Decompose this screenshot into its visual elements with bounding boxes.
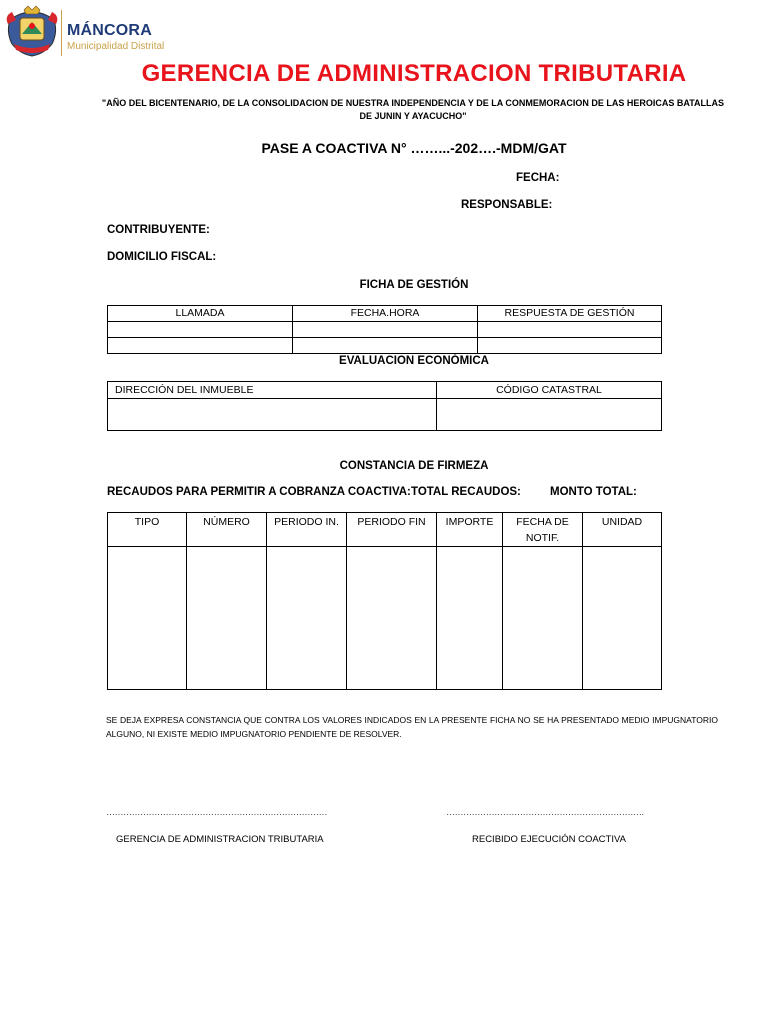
column-header-importe: IMPORTE [437,513,503,547]
signature-label-recibido: RECIBIDO EJECUCIÓN COACTIVA [472,834,626,845]
table-cell [478,338,662,354]
evaluacion-economica-table [107,381,662,431]
brand-subtitle: Municipalidad Distrital [67,41,165,52]
table-cell [108,547,187,690]
table-cell [108,322,293,338]
column-header-llamada: LLAMADA [108,306,293,322]
column-header-codigo-catastral: CÓDIGO CATASTRAL [437,382,662,399]
column-header-periodo-fin: PERIODO FIN [347,513,437,547]
domicilio-fiscal-label: DOMICILIO FISCAL: [107,251,217,263]
valores-table [107,512,662,690]
table-cell [583,547,662,690]
monto-total-label: MONTO TOTAL: [550,486,637,498]
ficha-gestion-table [107,305,662,354]
table-cell [293,338,478,354]
table-row [108,322,662,338]
table-cell [267,547,347,690]
municipal-coat-of-arms-icon [4,4,60,58]
responsable-label: RESPONSABLE: [461,199,553,211]
column-header-direccion: DIRECCIÓN DEL INMUEBLE [108,382,437,399]
column-header-fecha-hora: FECHA.HORA [293,306,478,322]
pase-coactiva-title: PASE A COACTIVA N° ……...-202….-MDM/GAT [261,140,567,156]
table-cell [437,399,662,431]
table-cell [108,399,437,431]
evaluacion-economica-title: EVALUACION ECONÓMICA [339,355,489,367]
fecha-label: FECHA: [516,172,560,184]
page-title: GERENCIA DE ADMINISTRACION TRIBUTARIA [141,60,687,87]
brand-name: MÁNCORA [67,22,152,39]
column-header-periodo-in: PERIODO IN. [267,513,347,547]
ficha-gestion-title: FICHA DE GESTIÓN [359,279,469,291]
constancia-firmeza-title: CONSTANCIA DE FIRMEZA [339,460,489,472]
column-header-tipo: TIPO [108,513,187,547]
signature-line-right: ……………………………………………………………. [446,807,644,817]
column-header-unidad: UNIDAD [583,513,662,547]
table-row [108,338,662,354]
contribuyente-label: CONTRIBUYENTE: [107,224,210,236]
column-header-numero: NÚMERO [187,513,267,547]
table-cell [503,547,583,690]
table-cell [187,547,267,690]
column-header-respuesta: RESPUESTA DE GESTIÓN [478,306,662,322]
total-recaudos-label: TOTAL RECAUDOS: [411,486,521,498]
year-slogan: "AÑO DEL BICENTENARIO, DE LA CONSOLIDACION DE NUESTRA INDEPENDENCIA Y DE LA CONMEMORACION DE LAS HEROICAS BATALLAS DE JUNIN Y AYACUCHO" [101,98,725,121]
recaudos-label: RECAUDOS PARA PERMITIR A COBRANZA COACTIVA: [107,486,411,498]
table-row [108,547,662,690]
column-header-fecha-notif: FECHA DE NOTIF. [503,513,583,547]
table-cell [347,547,437,690]
table-cell [108,338,293,354]
table-cell [478,322,662,338]
signature-label-gerencia: GERENCIA DE ADMINISTRACION TRIBUTARIA [116,834,324,845]
disclaimer-text: SE DEJA EXPRESA CONSTANCIA QUE CONTRA LOS VALORES INDICADOS EN LA PRESENTE FICHA NO SE HA PRESENTADO MEDIO IMPUGNATORIO ALGUNO, NI EXISTE MEDIO IMPUGNATORIO PENDIENTE DE RESOLVER. [106,715,718,739]
table-row [108,399,662,431]
signature-line-left: …………………………………………………………………… [106,807,327,817]
logo-divider [61,10,62,56]
table-cell [293,322,478,338]
table-cell [437,547,503,690]
